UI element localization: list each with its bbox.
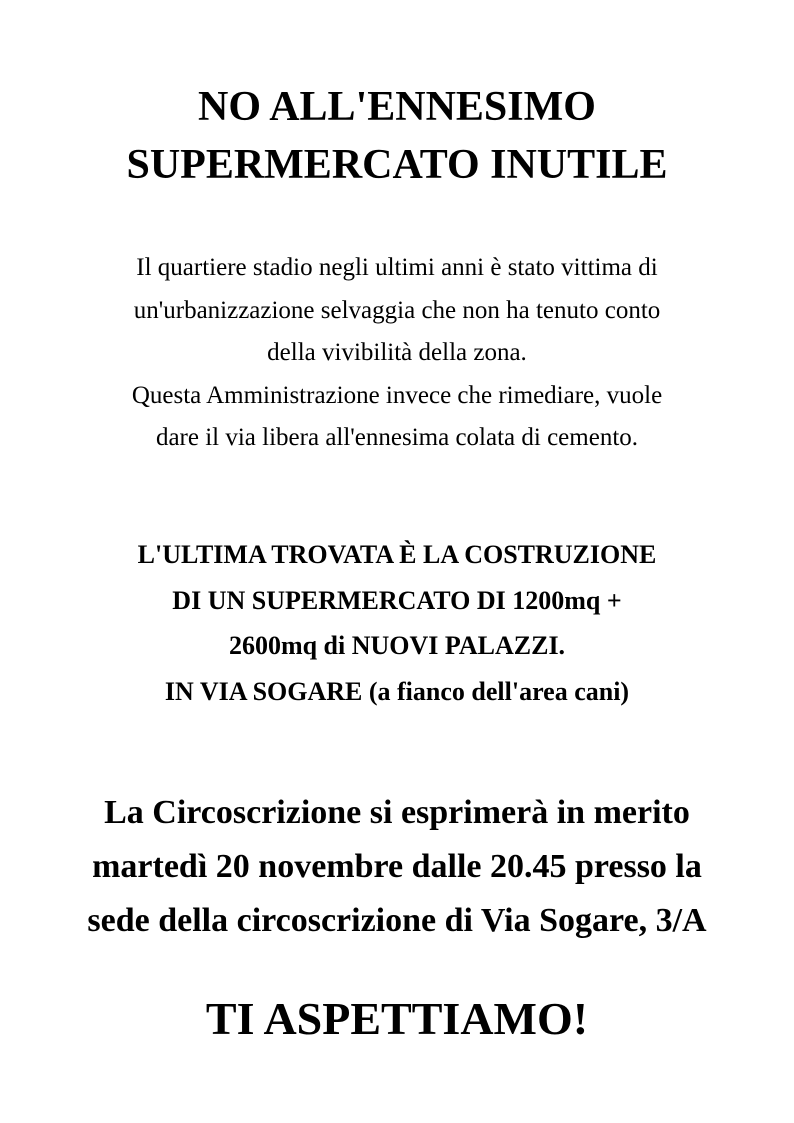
intro-line-2: un'urbanizzazione selvaggia che non ha tenuto conto bbox=[133, 296, 661, 324]
announcement-line-2: DI UN SUPERMERCATO DI 1200mq + bbox=[172, 585, 622, 615]
intro-line-4: Questa Amministrazione invece che rimediare, vuole bbox=[131, 381, 663, 409]
intro-line-1: Il quartiere stadio negli ultimi anni è stato vittima di bbox=[136, 254, 658, 281]
project-announcement bbox=[0, 532, 794, 714]
meeting-line-2: martedì 20 novembre dalle 20.45 presso la bbox=[92, 848, 702, 885]
title-line-2: SUPERMERCATO INUTILE bbox=[126, 142, 668, 188]
intro-line-3: della vivibilità della zona. bbox=[267, 339, 527, 366]
meeting-info bbox=[0, 786, 794, 948]
call-to-action bbox=[0, 989, 794, 1049]
intro-paragraph bbox=[0, 247, 794, 460]
flyer-title bbox=[0, 78, 794, 194]
announcement-line-4: IN VIA SOGARE (a fianco dell'area cani) bbox=[164, 676, 630, 706]
meeting-line-3: sede della circoscrizione di Via Sogare, 3/A bbox=[87, 902, 707, 939]
announcement-line-1: L'ULTIMA TROVATA È LA COSTRUZIONE bbox=[137, 540, 657, 569]
intro-line-5: dare il via libera all'ennesima colata di cemento. bbox=[155, 424, 639, 451]
call-to-action-text: TI ASPETTIAMO! bbox=[205, 993, 589, 1044]
announcement-line-3: 2600mq di NUOVI PALAZZI. bbox=[228, 631, 566, 660]
title-line-1: NO ALL'ENNESIMO bbox=[198, 84, 596, 130]
meeting-line-1: La Circoscrizione si esprimerà in merito bbox=[104, 794, 690, 831]
